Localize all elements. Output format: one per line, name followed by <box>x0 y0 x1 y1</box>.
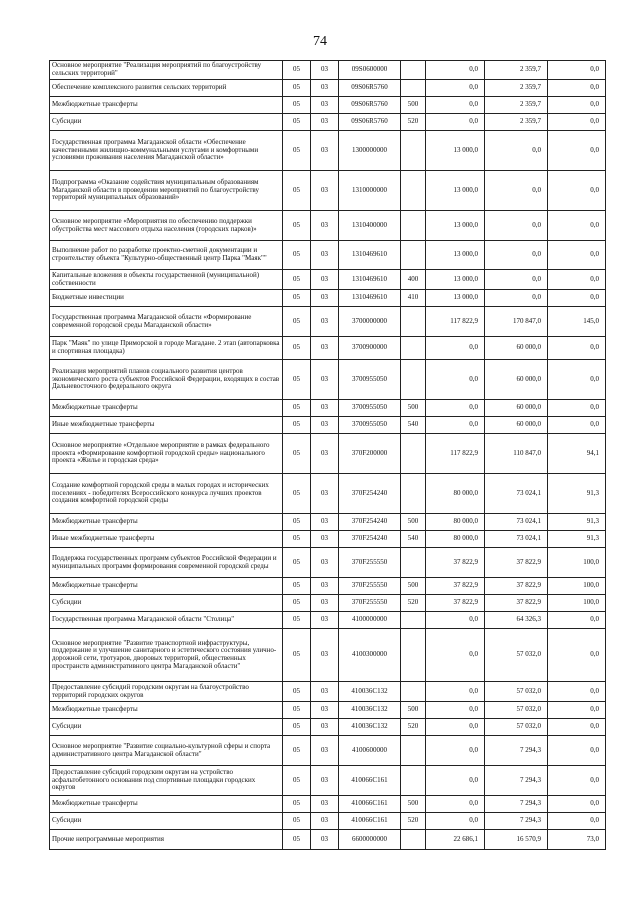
table-row <box>50 719 606 736</box>
expense-type-code <box>401 736 426 766</box>
row-name: Подпрограмма «Оказание содействия муниципальным образованиям Магаданской области в проведении мероприятий по благоустройству территорий муниципальных образований» <box>50 171 283 211</box>
subsection-code: 03 <box>311 736 339 766</box>
amount-1: 13 000,0 <box>426 290 485 307</box>
table-row <box>50 474 606 514</box>
expense-type-code: 520 <box>401 813 426 830</box>
target-item-code: 370F254240 <box>339 531 401 548</box>
subsection-code: 03 <box>311 80 339 97</box>
expense-type-code <box>401 434 426 474</box>
amount-2: 2 359,7 <box>485 97 548 114</box>
subsection-code: 03 <box>311 360 339 400</box>
target-item-code: 3700000000 <box>339 307 401 337</box>
table-row <box>50 595 606 612</box>
row-name: Основное мероприятие "Реализация мероприятий по благоустройству сельских территорий" <box>50 61 283 80</box>
amount-1: 80 000,0 <box>426 514 485 531</box>
row-name: Основное мероприятие "Развитие социально-культурной сферы и спорта административного центра Магаданской области" <box>50 736 283 766</box>
section-code: 05 <box>283 813 311 830</box>
amount-1: 13 000,0 <box>426 131 485 171</box>
amount-1: 117 822,9 <box>426 307 485 337</box>
amount-2: 110 847,0 <box>485 434 548 474</box>
table-row <box>50 114 606 131</box>
subsection-code: 03 <box>311 290 339 307</box>
row-name: Иные межбюджетные трансферты <box>50 417 283 434</box>
amount-2: 37 822,9 <box>485 548 548 578</box>
expense-type-code <box>401 61 426 80</box>
row-name: Межбюджетные трансферты <box>50 796 283 813</box>
table-row <box>50 578 606 595</box>
amount-1: 13 000,0 <box>426 270 485 290</box>
page-number: 74 <box>313 34 327 49</box>
amount-1: 0,0 <box>426 61 485 80</box>
row-name: Межбюджетные трансферты <box>50 578 283 595</box>
row-name: Прочие непрограммные мероприятия <box>50 830 283 850</box>
amount-2: 7 294,3 <box>485 813 548 830</box>
target-item-code: 370F254240 <box>339 514 401 531</box>
budget-table <box>49 60 606 850</box>
row-name: Межбюджетные трансферты <box>50 97 283 114</box>
subsection-code: 03 <box>311 400 339 417</box>
amount-2: 57 032,0 <box>485 629 548 682</box>
target-item-code: 1310469610 <box>339 270 401 290</box>
subsection-code: 03 <box>311 307 339 337</box>
table-row <box>50 97 606 114</box>
section-code: 05 <box>283 290 311 307</box>
target-item-code: 09S06R5760 <box>339 80 401 97</box>
amount-2: 57 032,0 <box>485 702 548 719</box>
row-name: Государственная программа Магаданской области «Обеспечение качественными жилищно-коммунальными услугами и комфортными условиями проживания населения Магаданской области» <box>50 131 283 171</box>
amount-2: 37 822,9 <box>485 578 548 595</box>
expense-type-code: 500 <box>401 514 426 531</box>
amount-1: 0,0 <box>426 417 485 434</box>
percent: 100,0 <box>548 578 606 595</box>
section-code: 05 <box>283 337 311 360</box>
amount-2: 60 000,0 <box>485 417 548 434</box>
target-item-code: 370F255550 <box>339 595 401 612</box>
target-item-code: 410066С161 <box>339 796 401 813</box>
table-row <box>50 531 606 548</box>
section-code: 05 <box>283 434 311 474</box>
subsection-code: 03 <box>311 417 339 434</box>
table-row <box>50 548 606 578</box>
table-row <box>50 307 606 337</box>
subsection-code: 03 <box>311 337 339 360</box>
amount-1: 0,0 <box>426 612 485 629</box>
subsection-code: 03 <box>311 434 339 474</box>
amount-1: 13 000,0 <box>426 211 485 241</box>
row-name: Субсидии <box>50 595 283 612</box>
table-row <box>50 830 606 850</box>
percent: 0,0 <box>548 417 606 434</box>
amount-1: 22 686,1 <box>426 830 485 850</box>
amount-2: 0,0 <box>485 290 548 307</box>
target-item-code: 09S06R5760 <box>339 114 401 131</box>
amount-1: 80 000,0 <box>426 531 485 548</box>
section-code: 05 <box>283 595 311 612</box>
amount-2: 2 359,7 <box>485 80 548 97</box>
section-code: 05 <box>283 531 311 548</box>
section-code: 05 <box>283 514 311 531</box>
amount-2: 73 024,1 <box>485 531 548 548</box>
percent: 94,1 <box>548 434 606 474</box>
expense-type-code <box>401 629 426 682</box>
target-item-code: 410066С161 <box>339 813 401 830</box>
table-row <box>50 290 606 307</box>
target-item-code: 410066С161 <box>339 766 401 796</box>
table-row <box>50 629 606 682</box>
row-name: Основное мероприятие «Отдельное мероприятие в рамках федерального проекта «Формирование комфортной городской среды» национального проекта «Жилье и городская среда» <box>50 434 283 474</box>
expense-type-code: 400 <box>401 270 426 290</box>
amount-2: 57 032,0 <box>485 719 548 736</box>
expense-type-code: 500 <box>401 400 426 417</box>
table-row <box>50 813 606 830</box>
expense-type-code <box>401 171 426 211</box>
section-code: 05 <box>283 736 311 766</box>
section-code: 05 <box>283 796 311 813</box>
amount-1: 117 822,9 <box>426 434 485 474</box>
subsection-code: 03 <box>311 61 339 80</box>
percent: 0,0 <box>548 171 606 211</box>
amount-1: 0,0 <box>426 682 485 702</box>
amount-2: 170 847,0 <box>485 307 548 337</box>
section-code: 05 <box>283 830 311 850</box>
amount-2: 60 000,0 <box>485 337 548 360</box>
target-item-code: 1300000000 <box>339 131 401 171</box>
target-item-code: 6600000000 <box>339 830 401 850</box>
percent: 0,0 <box>548 270 606 290</box>
target-item-code: 09S0600000 <box>339 61 401 80</box>
percent: 0,0 <box>548 766 606 796</box>
table-row <box>50 80 606 97</box>
percent: 0,0 <box>548 400 606 417</box>
target-item-code: 1310000000 <box>339 171 401 211</box>
percent: 0,0 <box>548 796 606 813</box>
expense-type-code <box>401 612 426 629</box>
row-name: Выполнение работ по разработке проектно-сметной документации и строительству объекта "Культурно-общественный центр Парка "Маяк"" <box>50 241 283 270</box>
section-code: 05 <box>283 131 311 171</box>
row-name: Бюджетные инвестиции <box>50 290 283 307</box>
row-name: Обеспечение комплексного развития сельских территорий <box>50 80 283 97</box>
amount-1: 0,0 <box>426 114 485 131</box>
table-row <box>50 612 606 629</box>
percent: 0,0 <box>548 97 606 114</box>
subsection-code: 03 <box>311 719 339 736</box>
section-code: 05 <box>283 548 311 578</box>
subsection-code: 03 <box>311 114 339 131</box>
amount-2: 16 570,9 <box>485 830 548 850</box>
amount-1: 0,0 <box>426 719 485 736</box>
table-row <box>50 766 606 796</box>
amount-2: 7 294,3 <box>485 736 548 766</box>
row-name: Основное мероприятие "Развитие транспортной инфраструктуры, поддержание и улучшение санитарного и эстетического состояния улично-дорожной сети, тротуаров, дворовых территорий, общественных пространств административного центра Магаданской области" <box>50 629 283 682</box>
row-name: Государственная программа Магаданской области "Столица" <box>50 612 283 629</box>
amount-1: 0,0 <box>426 702 485 719</box>
amount-2: 64 326,3 <box>485 612 548 629</box>
expense-type-code <box>401 548 426 578</box>
section-code: 05 <box>283 400 311 417</box>
percent: 100,0 <box>548 595 606 612</box>
amount-2: 73 024,1 <box>485 474 548 514</box>
subsection-code: 03 <box>311 813 339 830</box>
table-row <box>50 61 606 80</box>
amount-1: 80 000,0 <box>426 474 485 514</box>
percent: 100,0 <box>548 548 606 578</box>
target-item-code: 410036С132 <box>339 682 401 702</box>
subsection-code: 03 <box>311 514 339 531</box>
amount-2: 60 000,0 <box>485 360 548 400</box>
subsection-code: 03 <box>311 830 339 850</box>
percent: 0,0 <box>548 290 606 307</box>
table-row <box>50 434 606 474</box>
amount-1: 0,0 <box>426 97 485 114</box>
subsection-code: 03 <box>311 171 339 211</box>
amount-1: 0,0 <box>426 736 485 766</box>
percent: 91,3 <box>548 531 606 548</box>
row-name: Субсидии <box>50 719 283 736</box>
row-name: Предоставление субсидий городским округам на благоустройство территорий городских округов <box>50 682 283 702</box>
row-name: Создание комфортной городской среды в малых городах и исторических поселениях - победителях Всероссийского конкурса лучших проектов создания комфортной городской среды <box>50 474 283 514</box>
target-item-code: 3700900000 <box>339 337 401 360</box>
expense-type-code <box>401 211 426 241</box>
amount-1: 0,0 <box>426 813 485 830</box>
target-item-code: 1310400000 <box>339 211 401 241</box>
expense-type-code <box>401 830 426 850</box>
amount-2: 0,0 <box>485 211 548 241</box>
amount-1: 13 000,0 <box>426 171 485 211</box>
amount-2: 0,0 <box>485 270 548 290</box>
percent: 0,0 <box>548 337 606 360</box>
section-code: 05 <box>283 97 311 114</box>
target-item-code: 09S06R5760 <box>339 97 401 114</box>
amount-2: 57 032,0 <box>485 682 548 702</box>
table-row <box>50 171 606 211</box>
target-item-code: 410036С132 <box>339 719 401 736</box>
target-item-code: 3700955050 <box>339 417 401 434</box>
subsection-code: 03 <box>311 766 339 796</box>
percent: 0,0 <box>548 629 606 682</box>
table-row <box>50 241 606 270</box>
table-row <box>50 211 606 241</box>
amount-1: 0,0 <box>426 629 485 682</box>
percent: 0,0 <box>548 131 606 171</box>
amount-1: 0,0 <box>426 80 485 97</box>
subsection-code: 03 <box>311 131 339 171</box>
section-code: 05 <box>283 211 311 241</box>
percent: 0,0 <box>548 719 606 736</box>
section-code: 05 <box>283 61 311 80</box>
expense-type-code: 540 <box>401 531 426 548</box>
section-code: 05 <box>283 241 311 270</box>
expense-type-code <box>401 682 426 702</box>
target-item-code: 3700955050 <box>339 360 401 400</box>
target-item-code: 4100300000 <box>339 629 401 682</box>
row-name: Межбюджетные трансферты <box>50 400 283 417</box>
row-name: Межбюджетные трансферты <box>50 702 283 719</box>
percent: 0,0 <box>548 702 606 719</box>
target-item-code: 1310469610 <box>339 290 401 307</box>
expense-type-code: 540 <box>401 417 426 434</box>
amount-2: 2 359,7 <box>485 114 548 131</box>
row-name: Поддержка государственных программ субъектов Российской Федерации и муниципальных программ формирования современной городской среды <box>50 548 283 578</box>
percent: 0,0 <box>548 360 606 400</box>
expense-type-code: 500 <box>401 702 426 719</box>
row-name: Иные межбюджетные трансферты <box>50 531 283 548</box>
expense-type-code: 520 <box>401 595 426 612</box>
table-row <box>50 360 606 400</box>
row-name: Субсидии <box>50 813 283 830</box>
subsection-code: 03 <box>311 97 339 114</box>
table-row <box>50 514 606 531</box>
subsection-code: 03 <box>311 595 339 612</box>
amount-1: 13 000,0 <box>426 241 485 270</box>
target-item-code: 4100000000 <box>339 612 401 629</box>
target-item-code: 370F254240 <box>339 474 401 514</box>
row-name: Капитальные вложения в объекты государственной (муниципальной) собственности <box>50 270 283 290</box>
subsection-code: 03 <box>311 796 339 813</box>
percent: 0,0 <box>548 612 606 629</box>
subsection-code: 03 <box>311 211 339 241</box>
percent: 0,0 <box>548 682 606 702</box>
subsection-code: 03 <box>311 702 339 719</box>
amount-2: 73 024,1 <box>485 514 548 531</box>
expense-type-code: 410 <box>401 290 426 307</box>
table-row <box>50 736 606 766</box>
subsection-code: 03 <box>311 578 339 595</box>
percent: 73,0 <box>548 830 606 850</box>
table-row <box>50 400 606 417</box>
expense-type-code: 520 <box>401 114 426 131</box>
expense-type-code <box>401 766 426 796</box>
row-name: Основное мероприятие «Мероприятия по обеспечению поддержки обустройства мест массового отдыха населения (городских парков)» <box>50 211 283 241</box>
percent: 0,0 <box>548 114 606 131</box>
expense-type-code: 500 <box>401 796 426 813</box>
percent: 145,0 <box>548 307 606 337</box>
table-row <box>50 270 606 290</box>
subsection-code: 03 <box>311 612 339 629</box>
table-row <box>50 417 606 434</box>
section-code: 05 <box>283 474 311 514</box>
percent: 0,0 <box>548 211 606 241</box>
target-item-code: 370F255550 <box>339 548 401 578</box>
table-row <box>50 337 606 360</box>
section-code: 05 <box>283 307 311 337</box>
table-row <box>50 682 606 702</box>
target-item-code: 3700955050 <box>339 400 401 417</box>
section-code: 05 <box>283 702 311 719</box>
section-code: 05 <box>283 114 311 131</box>
expense-type-code <box>401 241 426 270</box>
amount-2: 7 294,3 <box>485 766 548 796</box>
section-code: 05 <box>283 719 311 736</box>
row-name: Государственная программа Магаданской области «Формирование современной городской среды Магаданской области» <box>50 307 283 337</box>
amount-1: 0,0 <box>426 337 485 360</box>
amount-1: 0,0 <box>426 400 485 417</box>
amount-1: 0,0 <box>426 766 485 796</box>
section-code: 05 <box>283 171 311 211</box>
table-row <box>50 131 606 171</box>
expense-type-code: 500 <box>401 97 426 114</box>
amount-1: 37 822,9 <box>426 548 485 578</box>
section-code: 05 <box>283 766 311 796</box>
table-row <box>50 702 606 719</box>
amount-1: 37 822,9 <box>426 595 485 612</box>
row-name: Субсидии <box>50 114 283 131</box>
table-row <box>50 796 606 813</box>
amount-1: 37 822,9 <box>426 578 485 595</box>
amount-2: 0,0 <box>485 241 548 270</box>
percent: 0,0 <box>548 61 606 80</box>
section-code: 05 <box>283 682 311 702</box>
expense-type-code <box>401 337 426 360</box>
section-code: 05 <box>283 578 311 595</box>
amount-2: 7 294,3 <box>485 796 548 813</box>
target-item-code: 370F200000 <box>339 434 401 474</box>
section-code: 05 <box>283 270 311 290</box>
target-item-code: 370F255550 <box>339 578 401 595</box>
amount-1: 0,0 <box>426 360 485 400</box>
subsection-code: 03 <box>311 682 339 702</box>
amount-1: 0,0 <box>426 796 485 813</box>
percent: 0,0 <box>548 80 606 97</box>
subsection-code: 03 <box>311 548 339 578</box>
expense-type-code <box>401 307 426 337</box>
expense-type-code <box>401 131 426 171</box>
row-name: Реализация мероприятий планов социального развития центров экономического роста субъектов Российской Федерации, входящих в состав Дальневосточного федерального округа <box>50 360 283 400</box>
section-code: 05 <box>283 612 311 629</box>
row-name: Предоставление субсидий городским округам на устройство асфальтобетонного основания под спортивные площадки городских округов <box>50 766 283 796</box>
percent: 0,0 <box>548 241 606 270</box>
target-item-code: 4100600000 <box>339 736 401 766</box>
section-code: 05 <box>283 417 311 434</box>
expense-type-code <box>401 360 426 400</box>
percent: 91,3 <box>548 514 606 531</box>
percent: 0,0 <box>548 813 606 830</box>
amount-2: 2 359,7 <box>485 61 548 80</box>
expense-type-code: 520 <box>401 719 426 736</box>
amount-2: 60 000,0 <box>485 400 548 417</box>
expense-type-code: 500 <box>401 578 426 595</box>
subsection-code: 03 <box>311 629 339 682</box>
amount-2: 37 822,9 <box>485 595 548 612</box>
row-name: Межбюджетные трансферты <box>50 514 283 531</box>
percent: 91,3 <box>548 474 606 514</box>
section-code: 05 <box>283 629 311 682</box>
subsection-code: 03 <box>311 531 339 548</box>
subsection-code: 03 <box>311 270 339 290</box>
target-item-code: 410036С132 <box>339 702 401 719</box>
section-code: 05 <box>283 360 311 400</box>
expense-type-code <box>401 474 426 514</box>
target-item-code: 1310469610 <box>339 241 401 270</box>
amount-2: 0,0 <box>485 131 548 171</box>
row-name: Парк "Маяк" по улице Приморской в городе Магадане. 2 этап (автопарковка и спортивная площадка) <box>50 337 283 360</box>
amount-2: 0,0 <box>485 171 548 211</box>
subsection-code: 03 <box>311 474 339 514</box>
percent: 0,0 <box>548 736 606 766</box>
expense-type-code <box>401 80 426 97</box>
section-code: 05 <box>283 80 311 97</box>
subsection-code: 03 <box>311 241 339 270</box>
